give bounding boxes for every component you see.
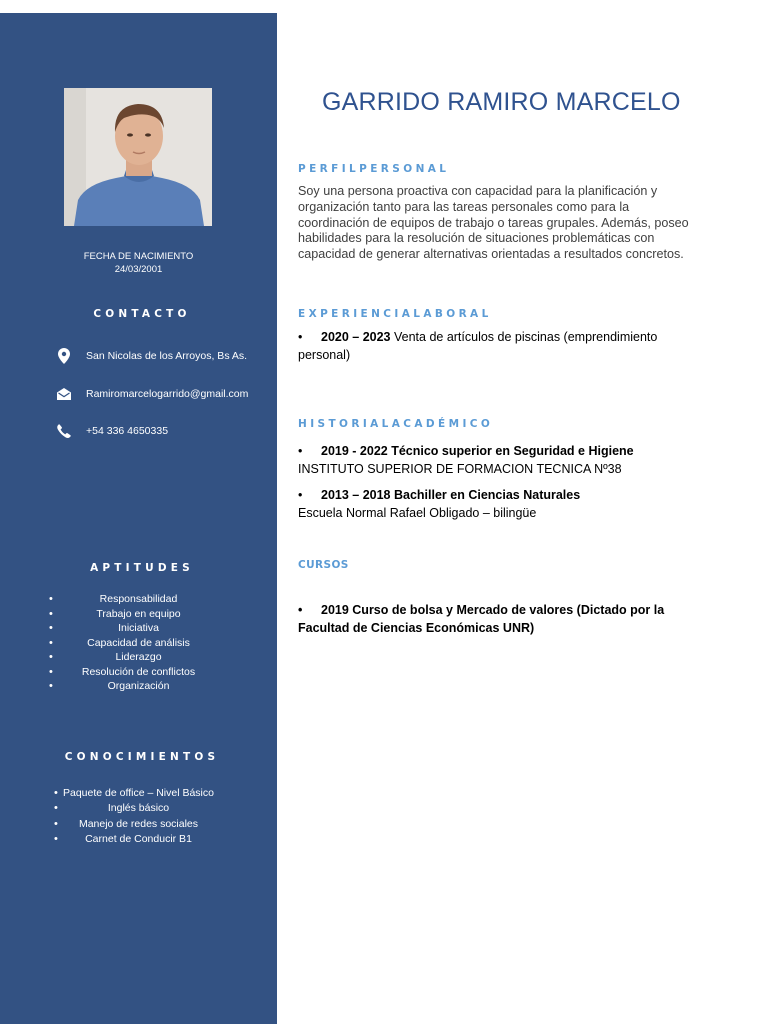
list-item: • Trabajo en equipo (0, 607, 277, 622)
birth-date-label: FECHA DE NACIMIENTO (83, 251, 194, 262)
contact-email-text[interactable]: Ramiromarcelogarrido@gmail.com (86, 388, 249, 400)
birth-date-value: 24/03/2001 (114, 264, 163, 275)
experience-years: 2020 – 2023 (321, 330, 391, 344)
experience-entry (298, 329, 698, 364)
contact-location (56, 348, 247, 364)
bullet: • (298, 444, 303, 458)
course-text: 2019 Curso de bolsa y Mercado de valores (Dictado por la Facultad de Ciencias Económicas UNR) (298, 603, 665, 635)
phone-icon (56, 423, 72, 439)
contact-phone[interactable] (56, 423, 168, 439)
bullet: • (298, 330, 303, 344)
course-entry (298, 602, 698, 637)
knowledge-list (0, 786, 277, 848)
list-item: • Responsabilidad (0, 592, 277, 607)
education-title: 2019 - 2022 Técnico superior en Seguridad e Higiene (321, 444, 634, 458)
bullet: • (298, 603, 303, 617)
profile-heading: PERFILPERSONAL (298, 163, 450, 175)
contact-email[interactable] (56, 386, 248, 402)
list-item: • Paquete de office – Nivel Básico (0, 786, 277, 801)
contact-location-text: San Nicolas de los Arroyos, Bs As. (86, 350, 248, 362)
courses-heading: CURSOS (298, 559, 349, 571)
list-item: • Liderazgo (0, 650, 277, 665)
education-entry (298, 487, 698, 522)
experience-text: Venta de artículos de piscinas (emprendimiento personal) (298, 330, 658, 362)
education-entry (298, 443, 698, 478)
list-item: • Manejo de redes sociales (0, 817, 277, 832)
education-institution: Escuela Normal Rafael Obligado – bilingüe (298, 505, 537, 520)
sidebar (0, 13, 277, 1024)
list-item: • Capacidad de análisis (0, 636, 277, 651)
location-pin-icon (56, 348, 72, 364)
education-heading: HISTORIALACADÉMICO (298, 418, 494, 430)
list-item: • Iniciativa (0, 621, 277, 636)
list-item: • Resolución de conflictos (0, 665, 277, 680)
education-institution: INSTITUTO SUPERIOR DE FORMACION TECNICA Nº38 (298, 461, 622, 476)
list-item: • Inglés básico (0, 801, 277, 816)
contact-phone-text[interactable]: +54 336 4650335 (86, 425, 169, 437)
list-item: • Organización (0, 679, 277, 694)
profile-photo (64, 88, 212, 226)
education-title: 2013 – 2018 Bachiller en Ciencias Naturales (321, 488, 581, 502)
bullet: • (298, 488, 303, 502)
experience-heading: EXPERIENCIALABORAL (298, 308, 492, 320)
skills-heading: APTITUDES (90, 562, 194, 574)
skills-list (0, 592, 277, 694)
list-item: • Carnet de Conducir B1 (0, 832, 277, 847)
profile-text: Soy una persona proactiva con capacidad para la planificación y organización tanto para las tareas personales como para la coordinación de equipos de trabajo o tareas grupales. Además, poseo habilidades para la resolución de situaciones problemáticas con capacidad de generar alternativas orientadas a resultados concretos. (298, 184, 689, 262)
envelope-icon (56, 386, 72, 402)
knowledge-heading: CONOCIMIENTOS (64, 751, 220, 763)
contact-heading: CONTACTO (93, 308, 191, 320)
person-name: GARRIDO RAMIRO MARCELO (322, 88, 681, 116)
